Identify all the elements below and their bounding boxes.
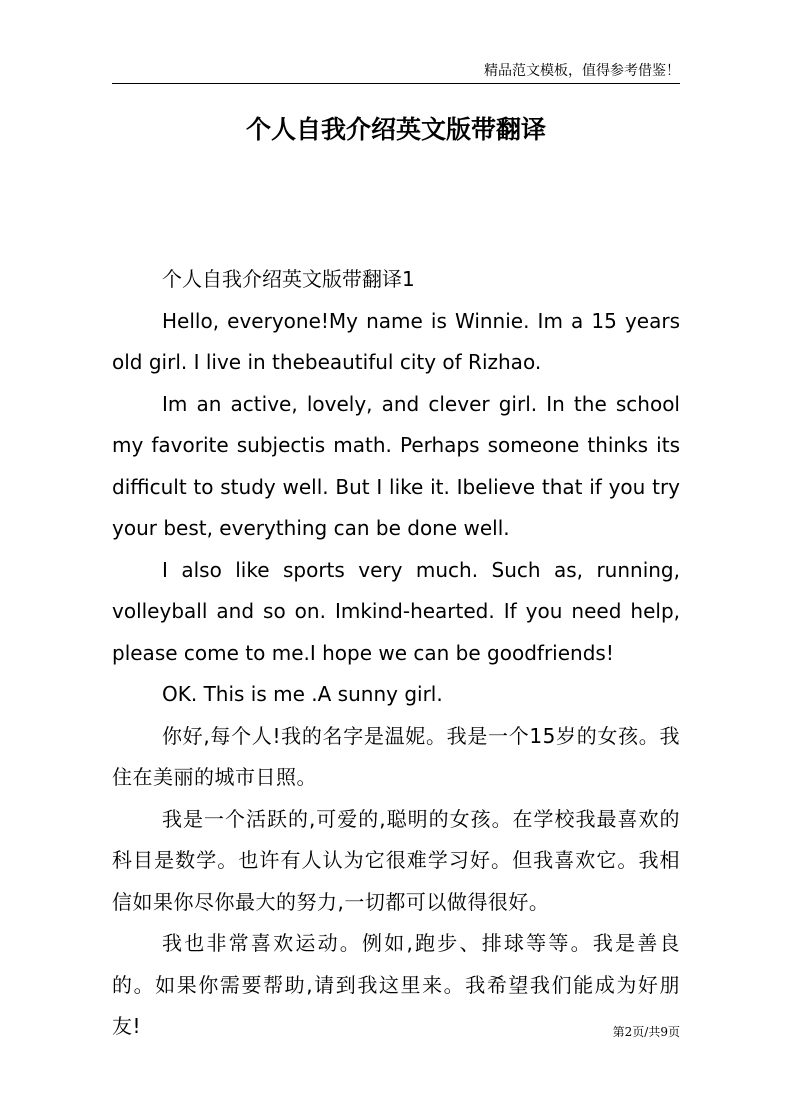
header-divider xyxy=(112,83,680,84)
paragraph-en-2: Im an active, lovely, and clever girl. In the school my favorite subjectis math. Perhaps someone thinks its difficult to study well. But I like it. Ibelieve that if you try your best, everything can be done well. xyxy=(112,391,680,540)
document-body xyxy=(112,259,680,1048)
paragraph-cn-1: 你好,每个人!我的名字是温妮。我是一个15岁的女孩。我住在美丽的城市日照。 xyxy=(112,723,680,789)
paragraph-en-1: Hello, everyone!My name is Winnie. Im a 15 years old girl. I live in thebeautiful city of Rizhao. xyxy=(112,308,680,374)
document-title: 个人自我介绍英文版带翻译 xyxy=(245,115,546,144)
page-number: 第2页/共9页 xyxy=(612,1025,680,1039)
paragraph-en-3: I also like sports very much. Such as, running, volleyball and so on. Imkind-hearted. If you need help, please come to me.I hope we can be goodfriends! xyxy=(112,557,680,665)
paragraph-cn-2: 我是一个活跃的,可爱的,聪明的女孩。在学校我最喜欢的科目是数学。也许有人认为它很难学习好。但我喜欢它。我相信如果你尽你最大的努力,一切都可以做得很好。 xyxy=(112,806,680,914)
header-note: 精品范文模板，值得参考借鉴！ xyxy=(484,63,680,79)
paragraph-en-4: OK. This is me .A sunny girl. xyxy=(162,682,443,706)
section-heading: 个人自我介绍英文版带翻译1 xyxy=(162,267,415,291)
paragraph-cn-3: 我也非常喜欢运动。例如,跑步、排球等等。我是善良的。如果你需要帮助,请到我这里来。我希望我们能成为好朋友! xyxy=(112,931,680,1038)
